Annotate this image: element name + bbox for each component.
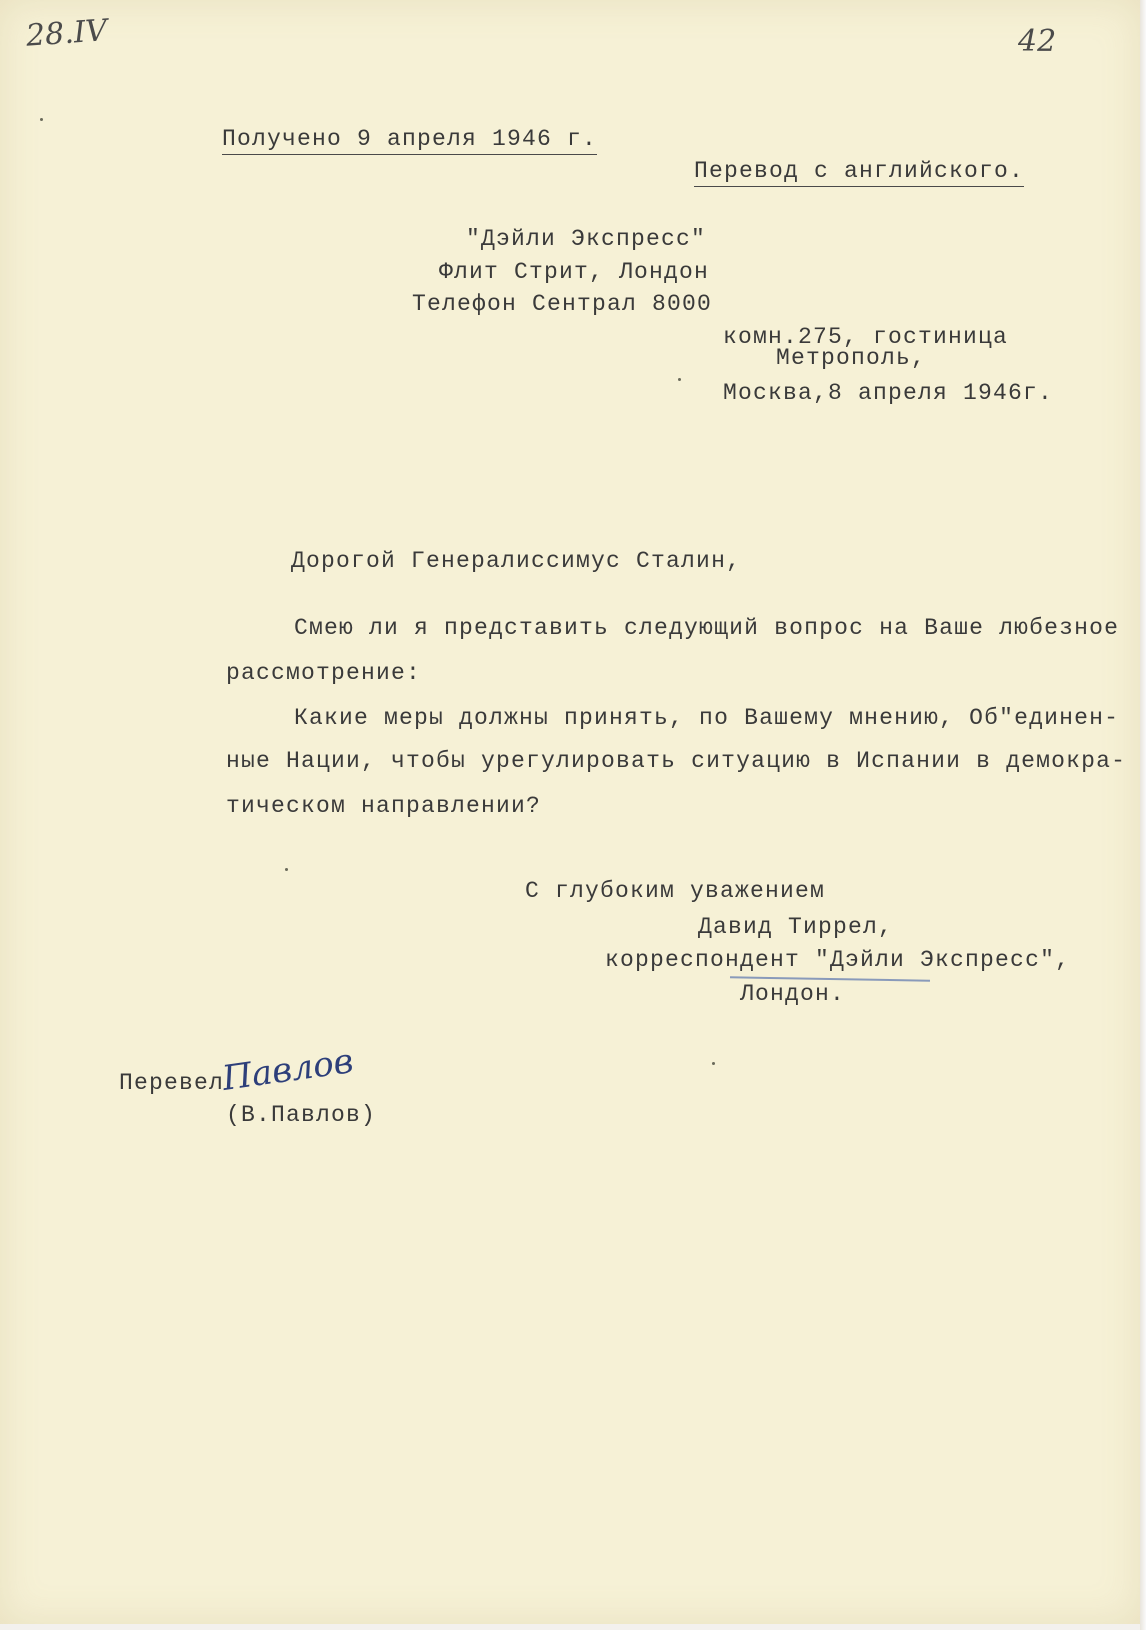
paper-speck	[285, 868, 288, 871]
translator-label: Перевел	[119, 1070, 225, 1096]
paper-speck	[712, 1062, 715, 1065]
sender-address-line1: комн.275, гостиница	[723, 324, 1009, 350]
paper-speck	[40, 118, 43, 121]
closing-regards: С глубоким уважением	[525, 878, 826, 904]
paragraph1-line1: Смею ли я представить следующий вопрос на Ваше любезное	[294, 615, 1120, 641]
closing-author-title: корреспондент "Дэйли Экспресс",	[605, 947, 1071, 973]
paragraph2-line3: тическом направлении?	[226, 793, 542, 819]
translator-name: (В.Павлов)	[226, 1102, 377, 1128]
translation-note: Перевод с английского.	[694, 160, 1024, 187]
closing-author-name: Давид Тиррел,	[698, 914, 894, 940]
salutation: Дорогой Генералиссимус Сталин,	[291, 548, 742, 574]
paragraph1-line2: рассмотрение:	[226, 660, 422, 686]
margin-date-note: 28.IV	[24, 13, 109, 54]
sender-address-line2: Метрополь,	[776, 345, 927, 371]
letterhead-name: "Дэйли Экспресс"	[466, 226, 707, 252]
received-stamp: Получено 9 апреля 1946 г.	[222, 128, 597, 155]
letterhead-phone: Телефон Сентрал 8000	[412, 291, 713, 317]
sender-address-line3: Москва,8 апреля 1946г.	[723, 380, 1054, 406]
paragraph2-line1: Какие меры должны принять, по Вашему мнению, Об"единен-	[294, 705, 1120, 731]
translator-signature: Павлов	[219, 1041, 356, 1099]
paragraph2-line2: ные Нации, чтобы урегулировать ситуацию в Испании в демокра-	[226, 748, 1127, 774]
page-number: 42	[1018, 24, 1057, 59]
paper-speck	[678, 378, 681, 381]
letterhead-street: Флит Стрит, Лондон	[439, 259, 710, 285]
closing-city: Лондон.	[740, 981, 846, 1007]
page-edge	[1140, 0, 1146, 1630]
